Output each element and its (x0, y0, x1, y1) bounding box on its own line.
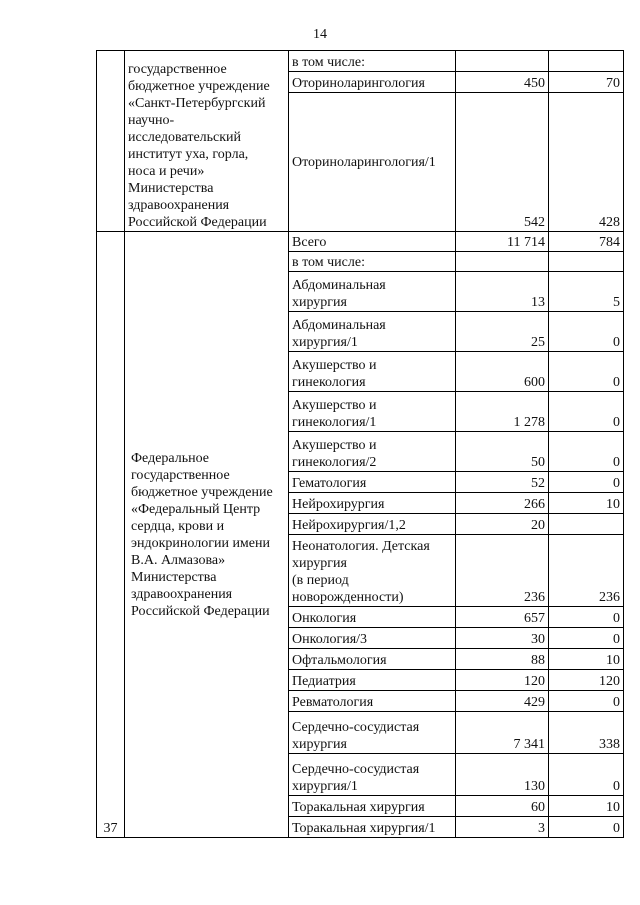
specialty-name: Акушерство и гинекология/2 (289, 432, 456, 472)
value-second: 784 (549, 232, 624, 252)
value-second (549, 252, 624, 272)
value-second: 10 (549, 493, 624, 514)
value-second: 0 (549, 817, 624, 838)
value-total: 266 (456, 493, 549, 514)
table-row (97, 232, 624, 252)
value-total: 88 (456, 649, 549, 670)
value-total: 25 (456, 312, 549, 352)
row-number: 37 (97, 232, 125, 838)
specialty-name: Торакальная хирургия/1 (289, 817, 456, 838)
specialty-name: Акушерство и гинекология (289, 352, 456, 392)
value-second: 0 (549, 352, 624, 392)
value-total: 30 (456, 628, 549, 649)
value-total: 120 (456, 670, 549, 691)
specialty-name: Абдоминальная хирургия/1 (289, 312, 456, 352)
value-total: 50 (456, 432, 549, 472)
value-total: 657 (456, 607, 549, 628)
row-number (97, 51, 125, 232)
value-total: 542 (456, 93, 549, 232)
specialty-name: Абдоминальная хирургия (289, 272, 456, 312)
specialty-name: Онкология (289, 607, 456, 628)
specialty-name: Гематология (289, 472, 456, 493)
value-total: 11 714 (456, 232, 549, 252)
specialty-name: Оториноларингология/1 (289, 93, 456, 232)
specialty-name: Ревматология (289, 691, 456, 712)
value-total: 130 (456, 754, 549, 796)
specialty-name: Всего (289, 232, 456, 252)
value-second: 120 (549, 670, 624, 691)
organization-name: государственное бюджетное учреждение «Санкт-Петербургский научно- исследовательский институт уха, горла, носа и речи» Министерства здравоохранения Российской Федерации (125, 51, 289, 232)
specialty-name: в том числе: (289, 252, 456, 272)
value-second: 5 (549, 272, 624, 312)
organization-name: Федеральное государственное бюджетное учреждение «Федеральный Центр сердца, крови и эндокринологии имени В.А. Алмазова» Министерства здравоохранения Российской Федерации (125, 232, 289, 838)
value-second: 0 (549, 754, 624, 796)
specialty-name: Педиатрия (289, 670, 456, 691)
value-second: 338 (549, 712, 624, 754)
value-total: 3 (456, 817, 549, 838)
value-total: 52 (456, 472, 549, 493)
allocation-table (96, 50, 624, 838)
specialty-name: Сердечно-сосудистая хирургия (289, 712, 456, 754)
value-second: 0 (549, 628, 624, 649)
page-number: 14 (313, 27, 327, 42)
value-second (549, 514, 624, 535)
value-second: 0 (549, 472, 624, 493)
value-total (456, 252, 549, 272)
specialty-name: в том числе: (289, 51, 456, 72)
value-total: 1 278 (456, 392, 549, 432)
specialty-name: Офтальмология (289, 649, 456, 670)
specialty-name: Онкология/3 (289, 628, 456, 649)
value-second: 428 (549, 93, 624, 232)
value-second: 0 (549, 432, 624, 472)
specialty-name: Оториноларингология (289, 72, 456, 93)
value-total: 236 (456, 535, 549, 607)
value-total: 60 (456, 796, 549, 817)
value-second: 10 (549, 649, 624, 670)
value-second: 236 (549, 535, 624, 607)
value-second: 0 (549, 607, 624, 628)
value-total: 7 341 (456, 712, 549, 754)
specialty-name: Сердечно-сосудистая хирургия/1 (289, 754, 456, 796)
value-total: 429 (456, 691, 549, 712)
value-total: 20 (456, 514, 549, 535)
specialty-name: Неонатология. Детская хирургия (в период новорожденности) (289, 535, 456, 607)
specialty-name: Торакальная хирургия (289, 796, 456, 817)
table-row (97, 51, 624, 72)
value-total: 450 (456, 72, 549, 93)
value-second: 70 (549, 72, 624, 93)
value-total: 13 (456, 272, 549, 312)
specialty-name: Акушерство и гинекология/1 (289, 392, 456, 432)
value-second (549, 51, 624, 72)
value-second: 0 (549, 392, 624, 432)
value-total (456, 51, 549, 72)
specialty-name: Нейрохирургия/1,2 (289, 514, 456, 535)
value-total: 600 (456, 352, 549, 392)
value-second: 0 (549, 691, 624, 712)
specialty-name: Нейрохирургия (289, 493, 456, 514)
value-second: 0 (549, 312, 624, 352)
value-second: 10 (549, 796, 624, 817)
